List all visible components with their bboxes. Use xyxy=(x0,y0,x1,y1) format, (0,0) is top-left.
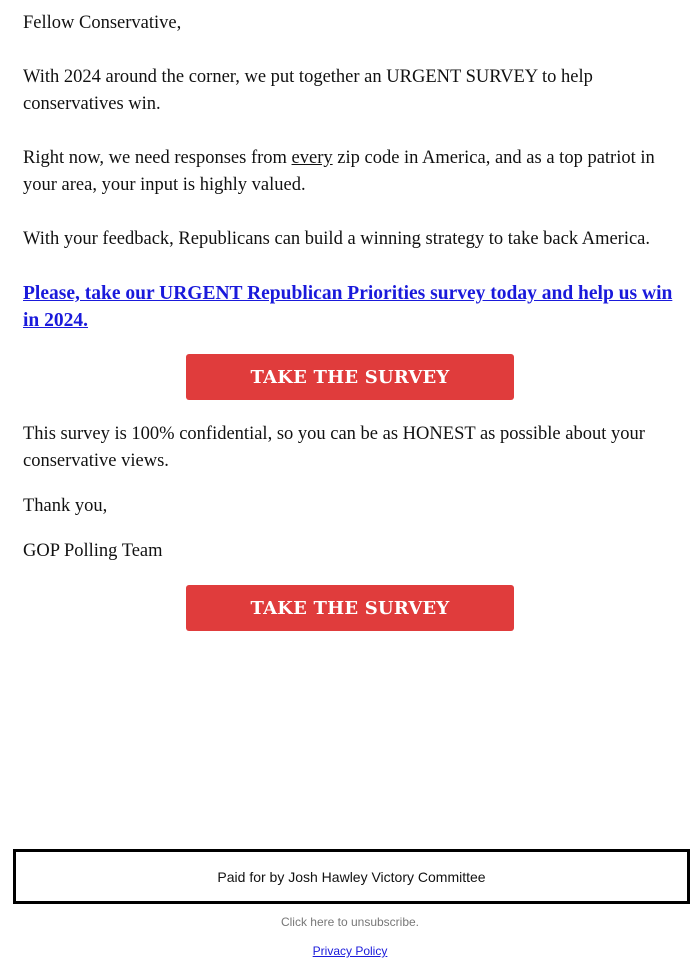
bottom-button-row xyxy=(23,585,677,631)
zip-paragraph-tail: zip code in America, and as a top patriot in your area, your input is highly valued. xyxy=(23,148,655,195)
confidential-paragraph: This survey is 100% confidential, so you can be as HONEST as possible about your conservative views. xyxy=(23,424,645,471)
survey-cta-link[interactable]: Please, take our URGENT Republican Priorities survey today and help us win in 2024. xyxy=(23,283,673,331)
feedback-paragraph: With your feedback, Republicans can build a winning strategy to take back America. xyxy=(23,229,651,249)
paid-for-text: Paid for by Josh Hawley Victory Committee xyxy=(217,868,486,885)
privacy-policy-link[interactable]: Privacy Policy xyxy=(312,944,388,958)
closing-thanks: Thank you, xyxy=(23,496,108,516)
zip-code-paragraph xyxy=(23,145,683,199)
zip-paragraph-emphasis: every xyxy=(291,148,333,168)
privacy-row xyxy=(0,944,700,958)
intro-paragraph: With 2024 around the corner, we put together an URGENT SURVEY to help conservatives win. xyxy=(23,67,593,114)
signature: GOP Polling Team xyxy=(23,541,163,561)
take-survey-button-bottom[interactable]: TAKE THE SURVEY xyxy=(186,585,514,631)
take-survey-button-top[interactable]: TAKE THE SURVEY xyxy=(186,354,514,400)
email-body xyxy=(23,10,683,631)
zip-paragraph-lead: Right now, we need responses from xyxy=(23,148,292,168)
top-button-row xyxy=(23,354,677,400)
unsubscribe-link[interactable]: Click here to unsubscribe. xyxy=(280,915,420,929)
paid-for-disclaimer xyxy=(13,849,690,904)
greeting: Fellow Conservative, xyxy=(23,13,182,33)
